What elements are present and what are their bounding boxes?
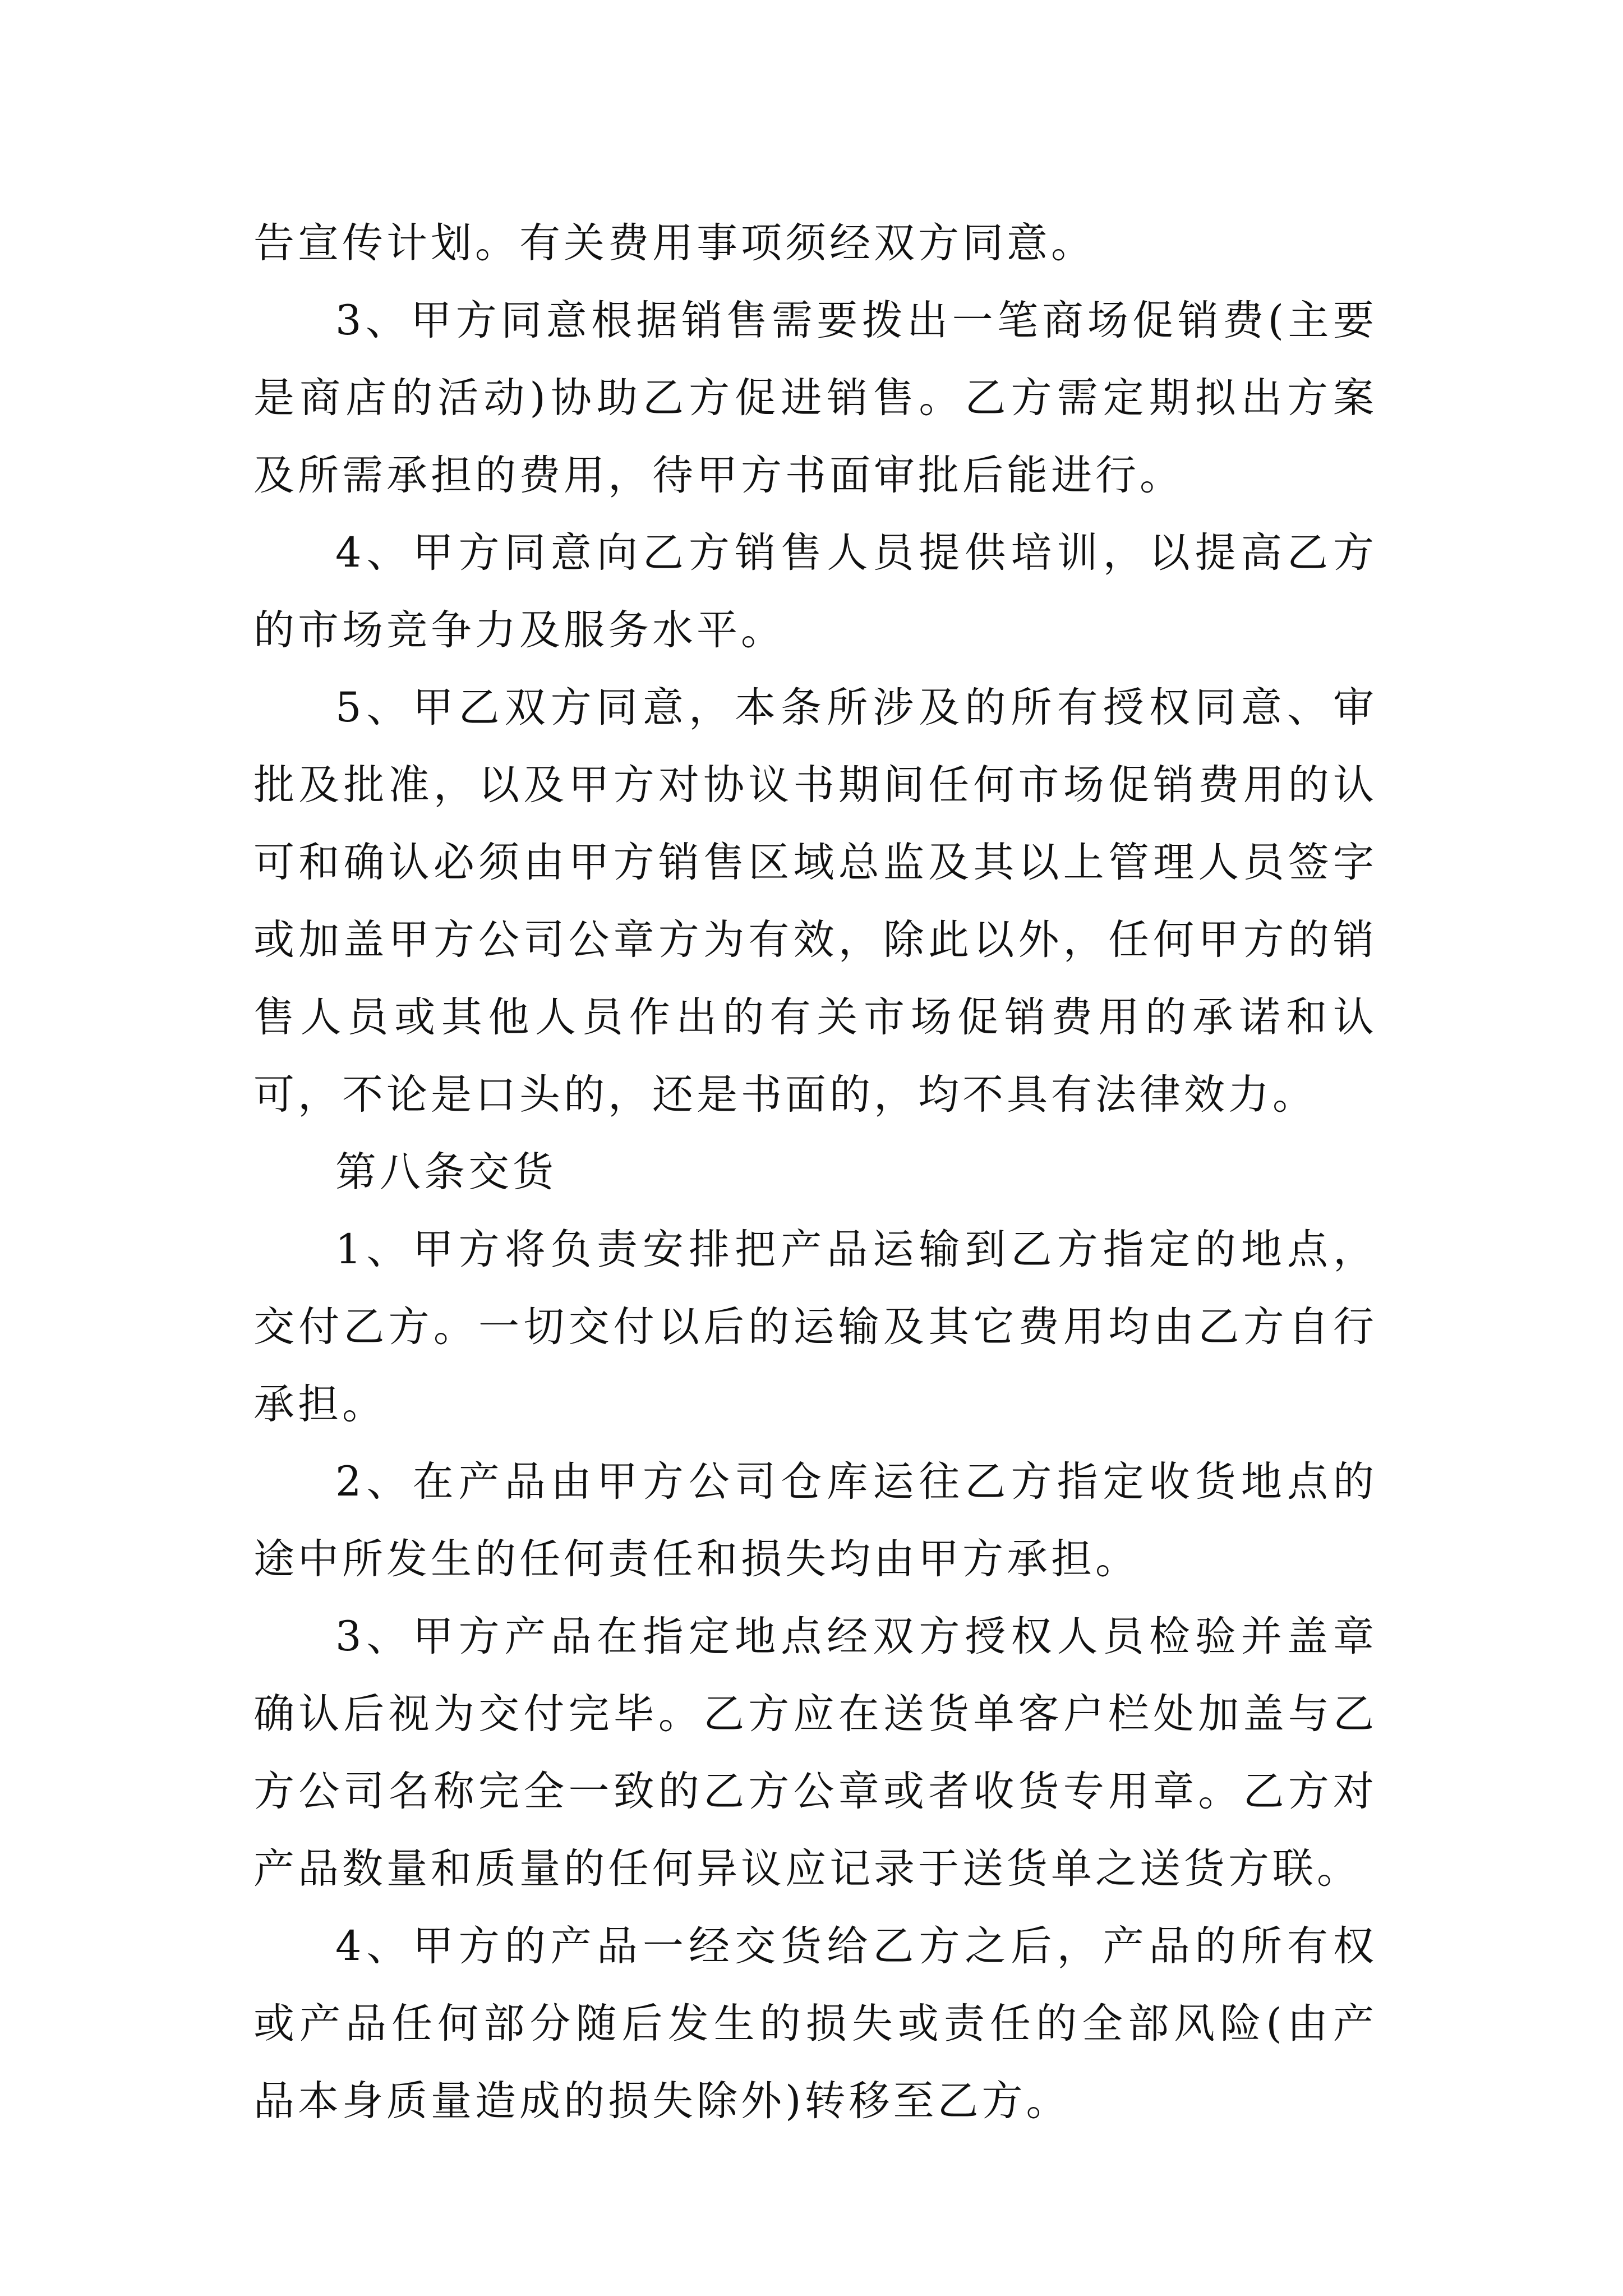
paragraph-continuation: 告宣传计划。有关费用事项须经双方同意。 [253,219,1095,267]
paragraph-delivery-2: 2、在产品由甲方公司仓库运往乙方指定收货地点的途中所发生的任何责任和损失均由甲方承担。 [253,1458,1377,1583]
paragraph-delivery-3: 3、甲方产品在指定地点经双方授权人员检验并盖章确认后视为交付完毕。乙方应在送货单客户栏处加盖与乙方公司名称完全一致的乙方公章或者收货专用章。乙方对产品数量和质量的任何异议应记录于送货单之送货方联。 [253,1613,1377,1893]
article-heading: 第八条交货 [335,1148,557,1196]
paragraph-clause-4: 4、甲方同意向乙方销售人员提供培训，以提高乙方的市场竞争力及服务水平。 [253,529,1377,654]
paragraph-delivery-1: 1、甲方将负责安排把产品运输到乙方指定的地点，交付乙方。一切交付以后的运输及其它费用均由乙方自行承担。 [253,1226,1377,1428]
document-body [253,205,1377,2140]
paragraph-clause-5: 5、甲乙双方同意，本条所涉及的所有授权同意、审批及批准，以及甲方对协议书期间任何市场促销费用的认可和确认必须由甲方销售区域总监及其以上管理人员签字或加盖甲方公司公章方为有效，除此以外，任何甲方的销售人员或其他人员作出的有关市场促销费用的承诺和认可，不论是口头的，还是书面的，均不具有法律效力。 [253,684,1377,1119]
paragraph-clause-3: 3、甲方同意根据销售需要拨出一笔商场促销费(主要是商店的活动)协助乙方促进销售。乙方需定期拟出方案及所需承担的费用，待甲方书面审批后能进行。 [253,297,1377,499]
paragraph-delivery-4: 4、甲方的产品一经交货给乙方之后，产品的所有权或产品任何部分随后发生的损失或责任的全部风险(由产品本身质量造成的损失除外)转移至乙方。 [253,1922,1377,2125]
